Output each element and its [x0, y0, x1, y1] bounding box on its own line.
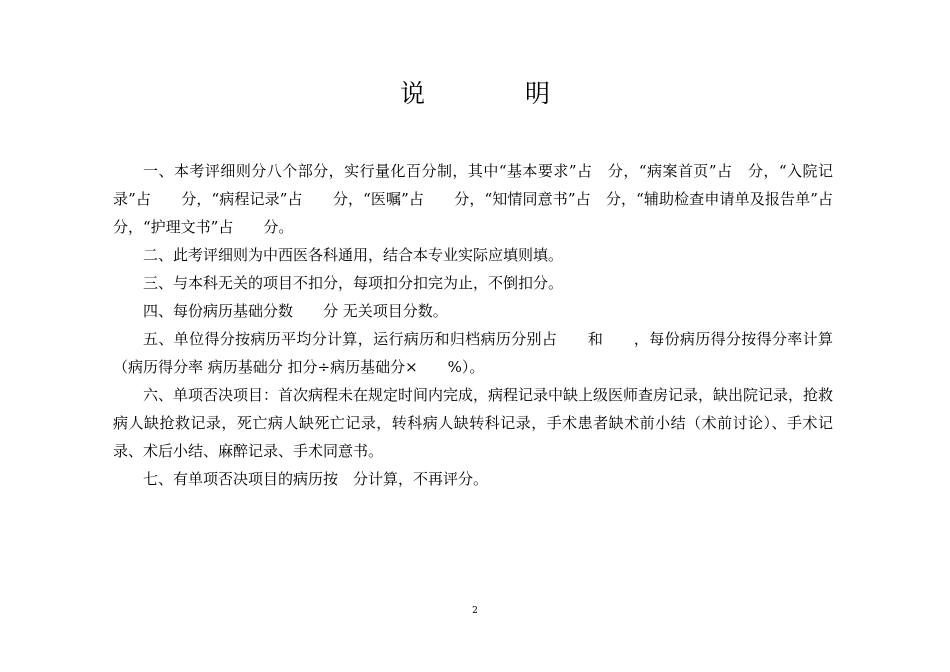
- document-body: [113, 157, 849, 493]
- page-number: 2: [472, 606, 478, 616]
- paragraph-5: 五、单位得分按病历平均分计算，运行病历和归档病历分别占 和 ，每份病历得分按得分率计算（病历得分率 病历基础分 扣分÷病历基础分× %）。: [113, 330, 833, 376]
- page-title-char-1: 说: [399, 79, 425, 108]
- paragraph-7: 七、有单项否决项目的病历按 分计算，不再评分。: [143, 470, 489, 488]
- paragraph-6: 六、单项否决项目：首次病程未在规定时间内完成，病程记录中缺上级医师查房记录，缺出院记录，抢救病人缺抢救记录，死亡病人缺死亡记录，转科病人缺转科记录，手术患者缺术前小结（术前讨论）、手术记录、术后小结、麻醉记录、手术同意书。: [113, 386, 834, 460]
- page-title: [0, 78, 950, 110]
- page-title-char-2: 明: [525, 79, 551, 108]
- paragraph-4: 四、每份病历基础分数 分 无关项目分数。: [143, 302, 448, 320]
- paragraph-3: 三、与本科无关的项目不扣分，每项扣分扣完为止，不倒扣分。: [143, 274, 564, 292]
- paragraph-2: 二、此考评细则为中西医各科通用，结合本专业实际应填则填。: [143, 246, 564, 264]
- paragraph-1: 一、本考评细则分八个部分，实行量化百分制，其中“基本要求”占 分，“病案首页”占 分，“入院记录”占 分，“病程记录”占 分，“医嘱”占 分，“知情同意书”占 分，“辅助检查申请单及报告单”占 分，“护理文书”占 分。: [113, 162, 849, 236]
